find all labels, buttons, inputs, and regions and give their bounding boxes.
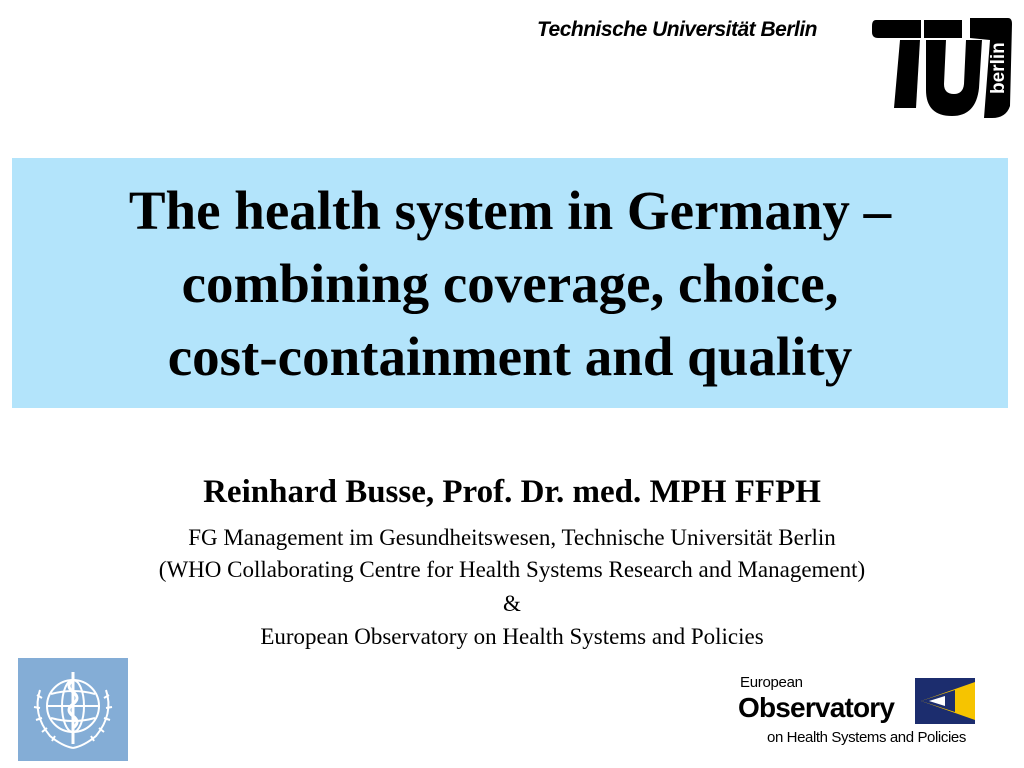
who-emblem-icon — [18, 658, 128, 761]
affiliation-tu: FG Management im Gesundheitswesen, Technische Universität Berlin — [188, 525, 836, 550]
observatory-logo-line1: European — [740, 674, 803, 691]
affiliation-who-centre: (WHO Collaborating Centre for Health Systems Research and Management) — [158, 557, 866, 582]
tu-berlin-logo-icon — [866, 10, 1014, 122]
observatory-logo — [737, 674, 985, 752]
university-wordmark: Technische Universität Berlin — [537, 18, 817, 41]
observatory-mark-icon — [915, 678, 975, 724]
observatory-logo-line2: Observatory — [738, 692, 895, 723]
slide-title: The health system in Germany – combining coverage, choice, cost-containment and quality — [128, 179, 892, 387]
title-box — [12, 158, 1008, 408]
affiliation-observatory: European Observatory on Health Systems and Policies — [260, 624, 764, 649]
observatory-logo-line3: on Health Systems and Policies — [767, 729, 966, 746]
who-logo — [18, 658, 128, 761]
author-name: Reinhard Busse, Prof. Dr. med. MPH FFPH — [203, 474, 821, 510]
logo-berlin-text: berlin — [988, 42, 1009, 94]
affiliation-ampersand: & — [503, 591, 521, 616]
